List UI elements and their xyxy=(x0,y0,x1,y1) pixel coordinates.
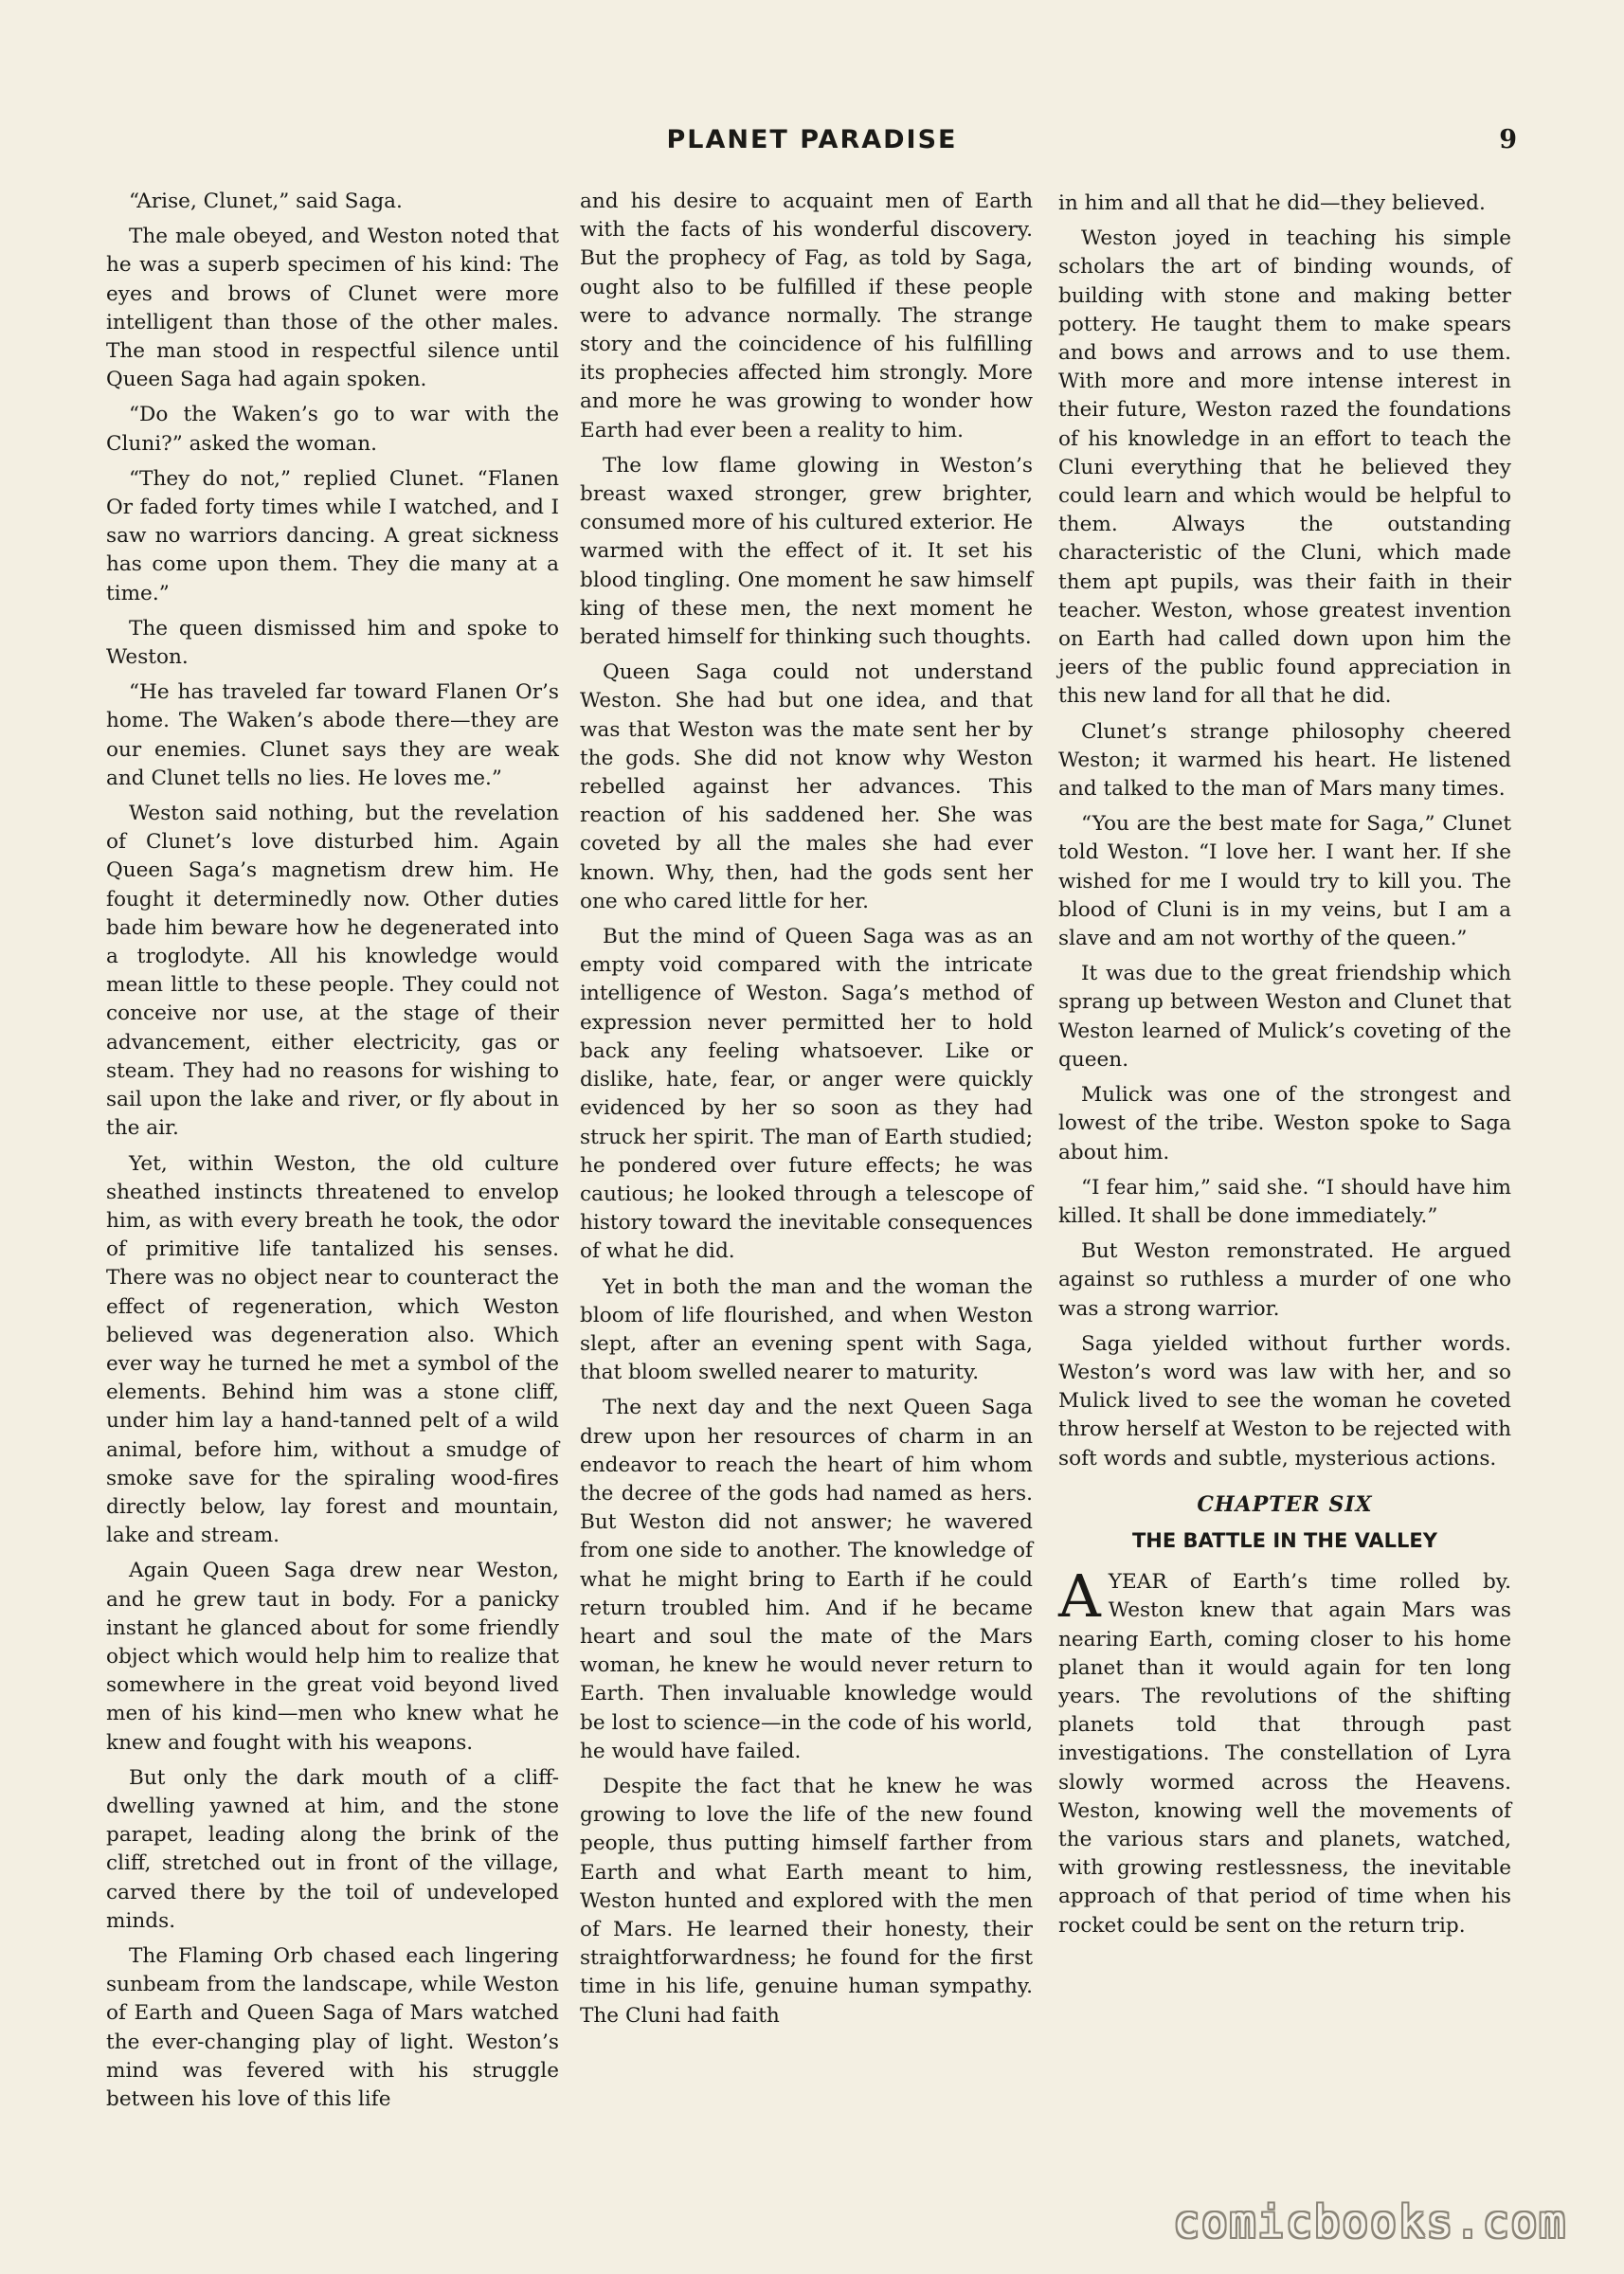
paragraph: “Do the Waken’s go to war with the Cluni?” asked the woman. xyxy=(106,403,559,456)
paragraph: “He has traveled far toward Flanen Or’s home. The Waken’s abode there—they are our enemies. Clunet says they are weak and Clunet tells no lies. He loves me.” xyxy=(106,680,559,790)
paragraph: It was due to the great friendship which sprang up between Weston and Clunet that Weston learned of Mulick’s coveting of the queen. xyxy=(1058,962,1511,1072)
chapter-number: CHAPTER SIX xyxy=(1197,1491,1373,1517)
paragraph: But Weston remonstrated. He argued against so ruthless a murder of one who was a strong warrior. xyxy=(1058,1239,1511,1321)
paragraph: Clunet’s strange philosophy cheered Weston; it warmed his heart. He listened and talked to the man of Mars many times. xyxy=(1058,719,1511,802)
paragraph: “You are the best mate for Saga,” Clunet told Weston. “I love her. I want her. If she wished for me I would try to kill you. The blood of Cluni is in my veins, but I am a slave and am not worthy of the queen.” xyxy=(1058,812,1511,951)
paragraph: “I fear him,” said she. “I should have him killed. It shall be done immediately.” xyxy=(1058,1175,1511,1228)
page-header xyxy=(0,125,1624,163)
page-number: 9 xyxy=(1499,125,1517,154)
paragraph: “Arise, Clunet,” said Saga. xyxy=(129,190,403,213)
paragraph-continued: and his desire to acquaint men of Earth with the facts of his wonderful discovery. But the prophecy of Fag, as told by Saga, ought also to be fulfilled if these people were to advance normally. The strange story and the coincidence of his fulfilling its prophecies affected him strongly. More and more he was growing to wonder how Earth had ever been a reality to him. xyxy=(580,190,1033,442)
watermark-logo: comicbooks.com xyxy=(1173,2196,1567,2247)
paragraph: But only the dark mouth of a cliff-dwelling yawned at him, and the stone parapet, leading along the brink of the cliff, stretched out in front of the village, carved there by the toil of undeveloped minds. xyxy=(106,1765,559,1933)
chapter-opening-paragraph xyxy=(1058,1561,1511,1940)
paragraph: But the mind of Queen Saga was as an empty void compared with the intricate intelligence of Weston. Saga’s method of expression never permitted her to hold back any feeling whatsoever. Like or dislike, hate, fear, or anger were quickly evidenced by her so soon as they had struck her spirit. The man of Earth studied; he pondered over future effects; he was cautious; he looked through a telescope of history toward the inevitable consequences of what he did. xyxy=(580,925,1033,1264)
paragraph: Weston joyed in teaching his simple scholars the art of binding wounds, of building with stone and making better pottery. He taught them to make spears and bows and arrows and to use them. With more and more intense interest in their future, Weston razed the foundations of his knowledge in an effort to teach the Cluni everything that he believed they could learn and which would be helpful to them. Always the outstanding characteristic of the Cluni, which made them apt pupils, was their faith in their teacher. Weston, whose greatest invention on Earth had called down upon him the jeers of the public found appreciation in this new land for all that he did. xyxy=(1058,226,1511,709)
paragraph: The Flaming Orb chased each lingering sunbeam from the landscape, while Weston of Earth and Queen Saga of Mars watched the ever-changing play of light. Weston’s mind was fevered with his struggle between his love of this life xyxy=(106,1943,559,2111)
paragraph: Yet in both the man and the woman the bloom of life flourished, and when Weston slept, after an evening spent with Saga, that bloom swelled nearer to maturity. xyxy=(580,1274,1033,1385)
paragraph: Mulick was one of the strongest and lowest of the tribe. Weston spoke to Saga about him. xyxy=(1058,1083,1511,1164)
paragraph: “They do not,” replied Clunet. “Flanen Or faded forty times while I watched, and I saw no warriors dancing. A great sickness has come upon them. They die many at a time.” xyxy=(106,466,559,605)
paragraph-continued: in him and all that he did—they believed. xyxy=(1058,191,1486,215)
running-title: PLANET PARADISE xyxy=(666,125,958,154)
paragraph: The queen dismissed him and spoke to Weston. xyxy=(106,616,559,670)
text-column-3 xyxy=(1058,190,1511,1947)
paragraph: The next day and the next Queen Saga drew upon her resources of charm in an endeavor to reach the heart of him whom the decree of the gods had named as hers. But Weston did not answer; he wavered from one side to another. The knowledge of what he might bring to Earth if he could return troubled him. And if he became heart and soul the mate of the Mars woman, he knew he would never return to Earth. Then invaluable knowledge would be lost to science—in the code of his world, he would have failed. xyxy=(580,1396,1033,1763)
drop-cap: A xyxy=(1058,1561,1101,1632)
text-column-1 xyxy=(106,188,559,2121)
paragraph: The male obeyed, and Weston noted that he was a superb specimen of his kind: The eyes and brows of Clunet were more intelligent than those of the other males. The man stood in respectful silence until Queen Saga had again spoken. xyxy=(106,225,559,392)
paragraph: The low flame glowing in Weston’s breast waxed stronger, grew brighter, consumed more of his cultured exterior. He warmed with the effect of it. It set his blood tingling. One moment he saw himself king of these men, the next moment he berated himself for thinking such thoughts. xyxy=(580,453,1033,650)
text-column-2 xyxy=(580,188,1033,2037)
paragraph: Despite the fact that he knew he was growing to love the life of the new found people, thus putting himself farther from Earth and what Earth meant to him, Weston hunted and explored with the men of Mars. He learned their honesty, their straightforwardness; he found for the first time in his life, genuine human sympathy. The Cluni had faith xyxy=(580,1774,1033,2028)
paragraph: Weston said nothing, but the revelation of Clunet’s love disturbed him. Again Queen Saga’s magnetism drew him. He fought it determinedly now. Other duties bade him beware how he degenerated into a troglodyte. All his knowledge would mean little to these people. They could not conceive nor use, at the stage of their advancement, either electricity, gas or steam. They had no reasons for wishing to sail upon the lake and river, or fly about in the air. xyxy=(106,802,559,1141)
paragraph: Again Queen Saga drew near Weston, and he grew taut in body. For a panicky instant he glanced about for some friendly object which would help him to realize that somewhere in the great void beyond lived men of his kind—men who knew what he knew and fought with his weapons. xyxy=(106,1559,559,1755)
opening-small-caps: YEAR xyxy=(1108,1570,1167,1595)
paragraph: Queen Saga could not understand Weston. She had but one idea, and that was that Weston was the mate sent her by the gods. She did not know why Weston rebelled against her advances. This reaction of his saddened her. She was coveted by all the males she had ever known. Why, then, had the gods sent her one who cared little for her. xyxy=(580,660,1033,913)
paragraph: Yet, within Weston, the old culture sheathed instincts threatened to envelop him, as with every breath he took, the odor of primitive life tantalized his senses. There was no object near to counteract the effect of regeneration, which Weston believed was degeneration also. Which ever way he turned he met a symbol of the elements. Behind him was a stone cliff, under him lay a hand-tanned pelt of a wild animal, before him, without a smudge of smoke save for the spiraling wood-fires directly below, lay forest and mountain, lake and stream. xyxy=(106,1151,559,1548)
opening-text: of Earth’s time rolled by. Weston knew that again Mars was nearing Earth, coming closer to his home planet than it would again for ten long years. The revolutions of the shifting planets told that through past investigations. The constellation of Lyra slowly wormed across the Heavens. Weston, knowing well the movements of the various stars and planets, watched, with growing restlessness, the inevitable approach of that period of time when his rocket could be sent on the return trip. xyxy=(1058,1570,1511,1938)
paragraph: Saga yielded without further words. Weston’s word was law with her, and so Mulick lived to see the woman he coveted throw herself at Weston to be rejected with soft words and subtle, mysterious actions. xyxy=(1058,1331,1511,1471)
chapter-title: THE BATTLE IN THE VALLEY xyxy=(1131,1528,1437,1552)
